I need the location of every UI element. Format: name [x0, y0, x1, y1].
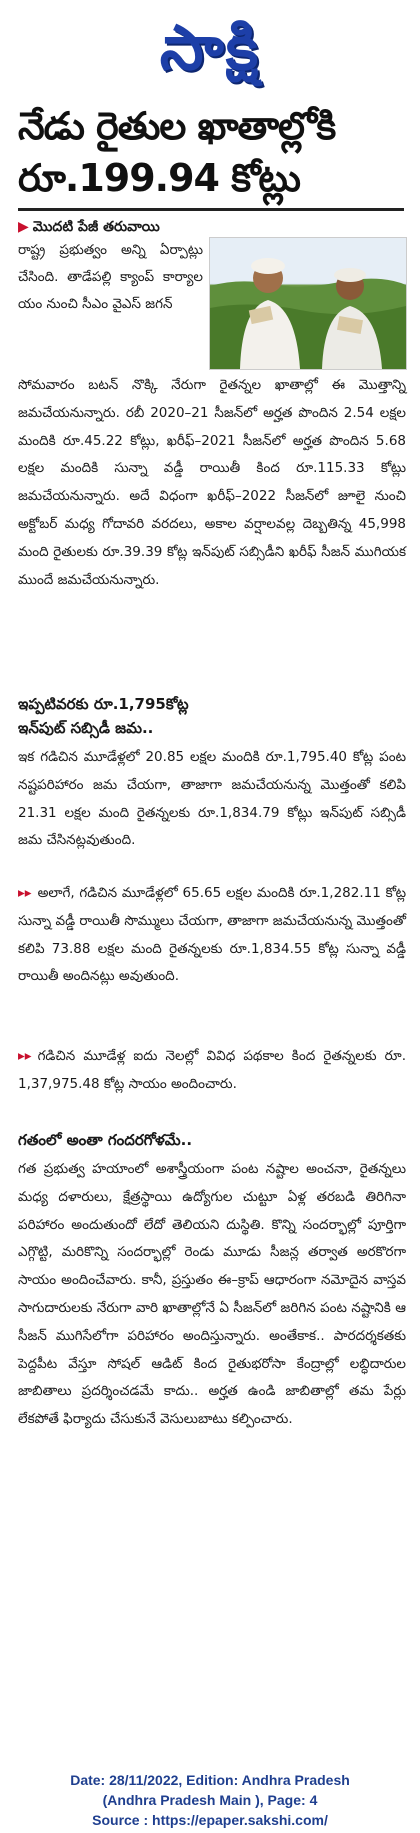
subhead-1-line-1: ఇప్పటివరకు రూ.1,795కోట్ల: [18, 695, 189, 713]
masthead-name: సాక్షి: [159, 11, 261, 84]
bullet-item-1: [18, 880, 406, 991]
subhead-1-line-2: ఇన్‌పుట్ సబ్సిడీ జమ..: [18, 719, 154, 737]
intro-text: రాష్ట్ర ప్రభుత్వం అన్ని ఏర్పాట్లు చేసింది. తాడేపల్లి క్యాంప్ కార్యాల యం నుంచి సీఎం వైఎస్ జగన్: [18, 242, 203, 312]
paragraph-3: గత ప్రభుత్వ హయాంలో అశాస్త్రీయంగా పంట నష్టాల అంచనా, రైతన్నలు మధ్య దళారులు, క్షేత్రస్థాయి ఉద్యోగుల చుట్టూ ఏళ్ల తరబడి తిరిగినా పరిహారం అందుతుందో లేదో తెలియని దుస్థితి. కొన్ని సందర్భాల్లో పూర్తిగా ఎగ్గొట్టి, మరికొన్ని సందర్భాల్లో రెండు మూడు సీజన్ల తర్వాత అరకొరగా సాయం అందించేవారు. కానీ, ప్రస్తుతం ఈ–క్రాప్ ఆధారంగా నమోదైన వాస్తవ సాగుదారులకు నేరుగా వారి ఖాతాల్లోనే ఏ సీజన్‌లో జరిగిన పంట నష్టానికి ఆ సీజన్ ముగిసేలోగా పరిహారం అందిస్తున్నారు. అంతేకాక.. పారదర్శకతకు పెద్దపీట వేస్తూ సోషల్ ఆడిట్ కింద రైతుభరోసా కేంద్రాల్లో లబ్ధిదారుల జాబితాలు ప్రదర్శించడమే కాదు.. అర్హత ఉండి జాబితాల్లో తమ పేర్లు లేకపోతే ఫిర్యాదు చేసుకునే వెసులుబాటు కల్పించారు.: [18, 1161, 406, 1428]
continuation-label: [18, 219, 160, 238]
subhead-1: [18, 692, 406, 740]
bullet-1-text: అలాగే, గడిచిన మూడేళ్లలో 65.65 లక్షల మందికి రూ.1,282.11 కోట్ల సున్నా వడ్డీ రాయితీ సొమ్ములు చేయగా, తాజాగా జమచేయనున్న మొత్తంతో కలిపి 73.88 లక్షల మంది రైతన్నలకు రూ.1,834.55 కోట్ల సున్నా వడ్డీ రాయితీ అందినట్లు అవుతుంది.: [18, 885, 406, 985]
footer-page: (Andhra Pradesh Main ), Page: 4: [102, 1792, 318, 1808]
bullet-item-2: [18, 1043, 406, 1099]
masthead-logo: [0, 10, 420, 85]
headline-line-1: నేడు రైతుల ఖాతాల్లోకి: [18, 104, 336, 148]
double-arrow-icon: ▸▸: [18, 885, 32, 901]
paragraph-2: ఇక గడిచిన మూడేళ్లలో 20.85 లక్షల మందికి రూ.1,795.40 కోట్ల పంట నష్టపరిహారం జమ చేయగా, తాజాగా జమచేయనున్న మొత్తంతో కలిపి 21.31 లక్షల మంది రైతన్నలకు రూ.1,834.79 కోట్లు ఇన్‌పుట్ సబ్సిడీ జమ చేసినట్లవుతుంది.: [18, 749, 406, 849]
headline-line-2: రూ.199.94 కోట్లు: [18, 156, 300, 200]
triangle-icon: ▶: [18, 219, 29, 235]
farmers-holding-cash-icon: [210, 238, 406, 369]
source-footer: [0, 1770, 420, 1830]
footer-date-edition: Date: 28/11/2022, Edition: Andhra Pradesh: [70, 1772, 350, 1788]
headline-divider: [18, 208, 404, 211]
footer-source: Source : https://epaper.sakshi.com/: [92, 1812, 328, 1828]
farmers-photo: [209, 237, 407, 370]
subhead-2: గతంలో అంతా గందరగోళమే..: [18, 1131, 193, 1149]
paragraph-1: సోమవారం బటన్ నొక్కి నేరుగా రైతన్నల ఖాతాల్లో ఈ మొత్తాన్ని జమచేయనున్నారు. రబీ 2020–21 సీజన్‌లో అర్హత పొందిన 2.54 లక్షల మందికి రూ.45.22 కోట్లు, ఖరీఫ్–2021 సీజన్‌లో అర్హత పొందిన 5.68 లక్షల మందికి సున్నా వడ్డీ రాయితీ కింద రూ.115.33 కోట్లు జమచేయనున్నారు. అదే విధంగా ఖరీఫ్–2022 సీజన్‌లో జూలై నుంచి అక్టోబర్ మధ్య గోదావరి వరదలు, అకాల వర్షాలవల్ల దెబ్బతిన్న 45,998 మంది రైతులకు రూ.39.39 కోట్ల ఇన్‌పుట్ సబ్సిడీని ఖరీఫ్ సీజన్ ముగియక ముందే జమచేయనున్నారు.: [18, 377, 406, 588]
bullet-2-text: గడిచిన మూడేళ్ల ఐదు నెలల్లో వివిధ పథకాల కింద రైతన్నలకు రూ. 1,37,975.48 కోట్ల సాయం అందించారు.: [18, 1048, 406, 1092]
continuation-text: మొదటి పేజీ తరువాయి: [32, 219, 160, 235]
headline: [18, 100, 406, 204]
double-arrow-icon: ▸▸: [18, 1048, 32, 1064]
